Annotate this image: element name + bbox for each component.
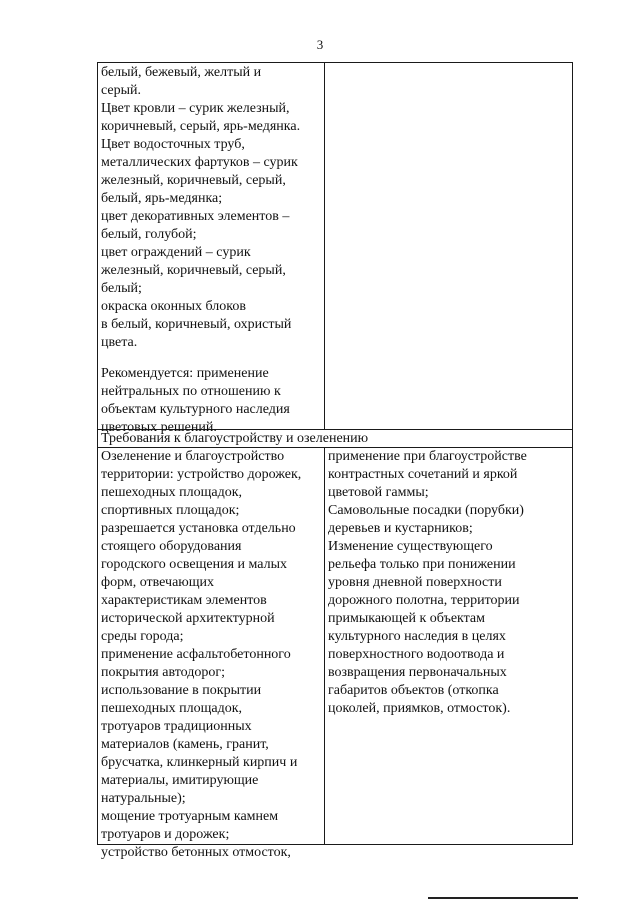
text-line: цвет ограждений – сурик xyxy=(101,245,251,260)
text-line: форм, отвечающих xyxy=(101,575,215,590)
text-line: применение при благоустройстве xyxy=(328,449,527,464)
text-line: белый, ярь-медянка; xyxy=(101,191,223,206)
text-line: Цвет кровли – сурик железный, xyxy=(101,101,290,116)
text-line: тротуаров и дорожек; xyxy=(101,827,230,842)
text-line: коричневый, серый, ярь-медянка. xyxy=(101,119,301,134)
color-requirements-cell xyxy=(101,64,300,437)
landscaping-prohibited-cell xyxy=(328,448,527,718)
text-line: применение асфальтобетонного xyxy=(101,647,291,662)
text-line: материалы, имитирующие xyxy=(101,773,259,788)
text-line: материалов (камень, гранит, xyxy=(101,737,269,752)
footer-rule xyxy=(428,897,578,899)
text-line: объектам культурного наследия xyxy=(101,402,290,417)
text-line: габаритов объектов (откопка xyxy=(328,683,499,698)
text-line: нейтральных по отношению к xyxy=(101,384,281,399)
column-divider-bottom xyxy=(324,447,325,845)
section-header: Требования к благоустройству и озеленению xyxy=(101,431,369,446)
text-line: в белый, коричневый, охристый xyxy=(101,317,292,332)
text-line: тротуаров традиционных xyxy=(101,719,252,734)
text-line: Цвет водосточных труб, xyxy=(101,137,245,152)
text-line: среды города; xyxy=(101,629,184,644)
text-line: исторической архитектурной xyxy=(101,611,275,626)
text-line: брусчатка, клинкерный кирпич и xyxy=(101,755,298,770)
text-line: контрастных сочетаний и яркой xyxy=(328,467,518,482)
text-line: стоящего оборудования xyxy=(101,539,242,554)
text-line: поверхностного водоотвода и xyxy=(328,647,505,662)
text-line: деревьев и кустарников; xyxy=(328,521,473,536)
text-line: Озеленение и благоустройство xyxy=(101,449,285,464)
text-line: территории: устройство дорожек, xyxy=(101,467,302,482)
text-line: окраска оконных блоков xyxy=(101,299,246,314)
text-line: культурного наследия в целях xyxy=(328,629,506,644)
text-line: пешеходных площадок, xyxy=(101,701,242,716)
text-line: цветовых решений. xyxy=(101,420,217,435)
column-divider-top xyxy=(324,62,325,429)
text-line: натуральные); xyxy=(101,791,186,806)
page-number: 3 xyxy=(316,37,324,52)
text-line: цветовой гаммы; xyxy=(328,485,429,500)
text-line: спортивных площадок; xyxy=(101,503,240,518)
text-line: серый. xyxy=(101,83,141,98)
text-line: рельефа только при понижении xyxy=(328,557,516,572)
text-line: возвращения первоначальных xyxy=(328,665,507,680)
text-line: цвета. xyxy=(101,335,138,350)
text-line: мощение тротуарным камнем xyxy=(101,809,279,824)
text-line: Изменение существующего xyxy=(328,539,493,554)
text-line: металлических фартуков – сурик xyxy=(101,155,298,170)
text-line: устройство бетонных отмосток, xyxy=(101,845,291,860)
text-line: железный, коричневый, серый, xyxy=(101,263,286,278)
text-line: уровня дневной поверхности xyxy=(328,575,502,590)
text-line: покрытия автодорог; xyxy=(101,665,226,680)
text-line: разрешается установка отдельно xyxy=(101,521,296,536)
text-line: примыкающей к объектам xyxy=(328,611,486,626)
text-line: белый, бежевый, желтый и xyxy=(101,65,262,80)
text-line: Самовольные посадки (порубки) xyxy=(328,503,524,518)
text-line: дорожного полотна, территории xyxy=(328,593,520,608)
text-line xyxy=(101,352,300,365)
text-line: железный, коричневый, серый, xyxy=(101,173,286,188)
text-line: городского освещения и малых xyxy=(101,557,288,572)
text-line: белый; xyxy=(101,281,142,296)
text-line: белый, голубой; xyxy=(101,227,197,242)
text-line: цвет декоративных элементов – xyxy=(101,209,290,224)
landscaping-allowed-cell xyxy=(101,448,301,862)
text-line: цоколей, приямков, отмосток). xyxy=(328,701,511,716)
text-line: пешеходных площадок, xyxy=(101,485,242,500)
text-line: Рекомендуется: применение xyxy=(101,366,269,381)
text-line: характеристикам элементов xyxy=(101,593,267,608)
text-line: использование в покрытии xyxy=(101,683,262,698)
